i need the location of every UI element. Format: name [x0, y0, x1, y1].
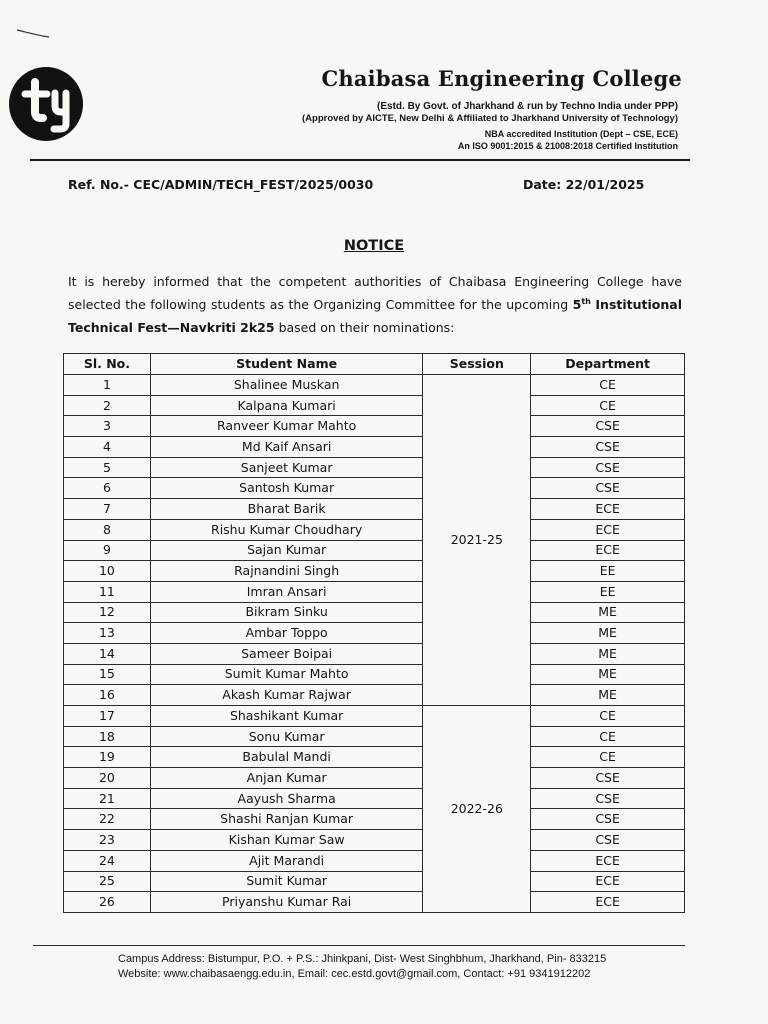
student-name-cell: Shashi Ranjan Kumar — [150, 809, 423, 830]
student-name-cell: Sajan Kumar — [150, 540, 423, 561]
header-department: Department — [531, 354, 685, 375]
serial-number-cell: 22 — [64, 809, 151, 830]
student-name-cell: Sumit Kumar Mahto — [150, 664, 423, 685]
serial-number-cell: 12 — [64, 602, 151, 623]
contact-info: Website: www.chaibasaengg.edu.in, Email: cec.estd.govt@gmail.com, Contact: +91 9341912202 — [118, 968, 591, 980]
department-cell: CE — [531, 706, 685, 727]
serial-number-cell: 25 — [64, 871, 151, 892]
student-name-cell: Rajnandini Singh — [150, 561, 423, 582]
serial-number-cell: 18 — [64, 726, 151, 747]
student-name-cell: Sanjeet Kumar — [150, 457, 423, 478]
table-row — [64, 871, 685, 892]
header-sl-no: Sl. No. — [64, 354, 151, 375]
table-row — [64, 768, 685, 789]
serial-number-cell: 17 — [64, 706, 151, 727]
committee-table — [63, 353, 685, 913]
college-credentials — [302, 101, 678, 152]
serial-number-cell: 14 — [64, 643, 151, 664]
department-cell: CSE — [531, 437, 685, 458]
department-cell: ME — [531, 664, 685, 685]
table-row — [64, 623, 685, 644]
student-name-cell: Shalinee Muskan — [150, 375, 423, 396]
department-cell: CSE — [531, 768, 685, 789]
student-name-cell: Md Kaif Ansari — [150, 437, 423, 458]
table-row — [64, 685, 685, 706]
student-name-cell: Kalpana Kumari — [150, 395, 423, 416]
serial-number-cell: 20 — [64, 768, 151, 789]
college-logo-icon — [8, 66, 84, 142]
student-name-cell: Sameer Boipai — [150, 643, 423, 664]
department-cell: CE — [531, 395, 685, 416]
department-cell: ME — [531, 685, 685, 706]
student-name-cell: Sonu Kumar — [150, 726, 423, 747]
table-row — [64, 561, 685, 582]
footer — [118, 952, 678, 982]
table-row — [64, 478, 685, 499]
serial-number-cell: 9 — [64, 540, 151, 561]
serial-number-cell: 6 — [64, 478, 151, 499]
pen-stroke-mark — [16, 28, 50, 38]
department-cell: ME — [531, 623, 685, 644]
table-row — [64, 499, 685, 520]
committee-table-body — [64, 375, 685, 913]
student-name-cell: Sumit Kumar — [150, 871, 423, 892]
table-row — [64, 809, 685, 830]
serial-number-cell: 13 — [64, 623, 151, 644]
student-name-cell: Shashikant Kumar — [150, 706, 423, 727]
table-row — [64, 850, 685, 871]
table-row — [64, 788, 685, 809]
serial-number-cell: 26 — [64, 892, 151, 913]
iso-line: An ISO 9001:2015 & 21008:2018 Certified Institution — [457, 140, 678, 151]
intro-text: It is hereby informed that the competent authorities of Chaibasa Engineering College have selected the following students as the Organizing Committee for the upcoming — [68, 274, 682, 312]
student-name-cell: Babulal Mandi — [150, 747, 423, 768]
student-name-cell: Bharat Barik — [150, 499, 423, 520]
table-row — [64, 747, 685, 768]
intro-fest-name: Institutional Technical Fest—Navkriti 2k25 — [68, 297, 682, 335]
header-student-name: Student Name — [150, 354, 423, 375]
department-cell: EE — [531, 561, 685, 582]
intro-text-end: based on their nominations: — [278, 320, 455, 335]
department-cell: CSE — [531, 457, 685, 478]
establishment-line: (Estd. By Govt. of Jharkhand & run by Techno India under PPP) — [377, 101, 678, 112]
student-name-cell: Priyanshu Kumar Rai — [150, 892, 423, 913]
department-cell: ME — [531, 602, 685, 623]
footer-divider — [33, 945, 685, 946]
serial-number-cell: 2 — [64, 395, 151, 416]
department-cell: CSE — [531, 416, 685, 437]
table-row — [64, 830, 685, 851]
student-name-cell: Santosh Kumar — [150, 478, 423, 499]
serial-number-cell: 21 — [64, 788, 151, 809]
serial-number-cell: 19 — [64, 747, 151, 768]
header-divider — [30, 159, 690, 161]
student-name-cell: Kishan Kumar Saw — [150, 830, 423, 851]
student-name-cell: Anjan Kumar — [150, 768, 423, 789]
student-name-cell: Akash Kumar Rajwar — [150, 685, 423, 706]
table-row — [64, 416, 685, 437]
table-row — [64, 602, 685, 623]
department-cell: EE — [531, 581, 685, 602]
department-cell: CE — [531, 375, 685, 396]
session-cell: 2021-25 — [423, 375, 531, 706]
student-name-cell: Rishu Kumar Choudhary — [150, 519, 423, 540]
serial-number-cell: 5 — [64, 457, 151, 478]
student-name-cell: Ambar Toppo — [150, 623, 423, 644]
serial-number-cell: 15 — [64, 664, 151, 685]
student-name-cell: Ranveer Kumar Mahto — [150, 416, 423, 437]
department-cell: CSE — [531, 830, 685, 851]
campus-address: Campus Address: Bistumpur, P.O. + P.S.: Jhinkpani, Dist- West Singhbhum, Jharkhand, Pin- 833215 — [118, 953, 607, 965]
department-cell: ECE — [531, 540, 685, 561]
department-cell: CSE — [531, 478, 685, 499]
serial-number-cell: 10 — [64, 561, 151, 582]
table-row — [64, 726, 685, 747]
table-row — [64, 540, 685, 561]
serial-number-cell: 7 — [64, 499, 151, 520]
intro-ordinal: 5th — [572, 297, 591, 312]
table-row — [64, 519, 685, 540]
table-row — [64, 664, 685, 685]
department-cell: ECE — [531, 871, 685, 892]
department-cell: ME — [531, 643, 685, 664]
table-row — [64, 375, 685, 396]
serial-number-cell: 24 — [64, 850, 151, 871]
table-row — [64, 643, 685, 664]
table-row — [64, 437, 685, 458]
serial-number-cell: 8 — [64, 519, 151, 540]
table-header-row — [64, 354, 685, 375]
notice-date: Date: 22/01/2025 — [523, 177, 645, 192]
notice-title: NOTICE — [343, 238, 405, 254]
serial-number-cell: 11 — [64, 581, 151, 602]
student-name-cell: Ajit Marandi — [150, 850, 423, 871]
table-row — [64, 581, 685, 602]
table-row — [64, 395, 685, 416]
student-name-cell: Imran Ansari — [150, 581, 423, 602]
notice-intro — [68, 270, 682, 339]
serial-number-cell: 23 — [64, 830, 151, 851]
serial-number-cell: 3 — [64, 416, 151, 437]
department-cell: CSE — [531, 809, 685, 830]
serial-number-cell: 4 — [64, 437, 151, 458]
session-cell: 2022-26 — [423, 706, 531, 913]
reference-number: Ref. No.- CEC/ADMIN/TECH_FEST/2025/0030 — [68, 177, 374, 192]
department-cell: ECE — [531, 519, 685, 540]
student-name-cell: Aayush Sharma — [150, 788, 423, 809]
nba-line: NBA accredited Institution (Dept – CSE, ECE) — [484, 129, 678, 139]
student-name-cell: Bikram Sinku — [150, 602, 423, 623]
serial-number-cell: 1 — [64, 375, 151, 396]
serial-number-cell: 16 — [64, 685, 151, 706]
department-cell: ECE — [531, 499, 685, 520]
department-cell: CE — [531, 747, 685, 768]
table-row — [64, 892, 685, 913]
table-row — [64, 706, 685, 727]
college-name: Chaibasa Engineering College — [321, 66, 682, 91]
department-cell: CE — [531, 726, 685, 747]
table-row — [64, 457, 685, 478]
department-cell: CSE — [531, 788, 685, 809]
approval-line: (Approved by AICTE, New Delhi & Affiliated to Jharkhand University of Technology) — [302, 113, 678, 124]
header-session: Session — [423, 354, 531, 375]
department-cell: ECE — [531, 892, 685, 913]
department-cell: ECE — [531, 850, 685, 871]
